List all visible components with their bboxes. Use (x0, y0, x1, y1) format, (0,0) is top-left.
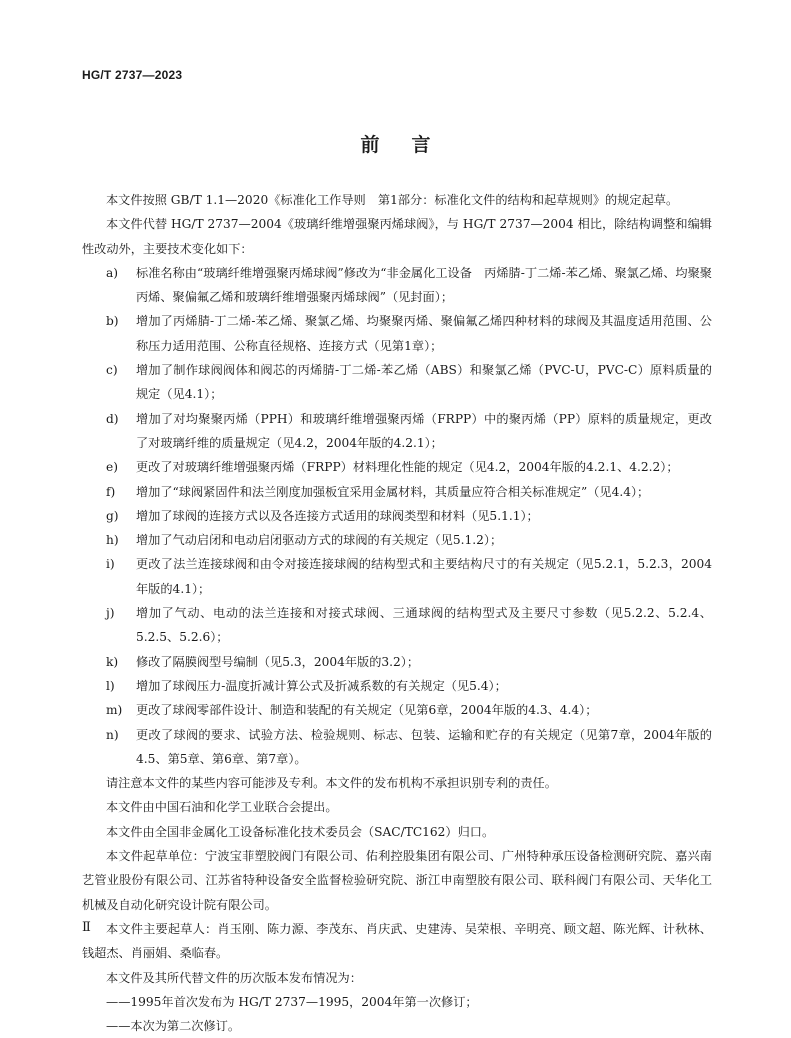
list-item (82, 601, 712, 650)
list-marker: e) (106, 460, 118, 475)
list-item (82, 309, 712, 358)
drafting-organizations: 本文件起草单位：宁波宝菲塑胶阀门有限公司、佑利控股集团有限公司、广州特种承压设备检测研究院、嘉兴南艺管业股份有限公司、江苏省特种设备安全监督检验研究院、浙江申南塑胶有限公司、联科阀门有限公司、天华化工机械及自动化研究设计院有限公司。 (82, 849, 712, 912)
page-title: 前言 (360, 134, 463, 156)
list-item-text: 增加了对均聚聚丙烯（PPH）和玻璃纤维增强聚丙烯（FRPP）中的聚丙烯（PP）原料的质量规定，更改了对玻璃纤维的质量规定（见4.2，2004年版的4.2.1）； (136, 411, 712, 450)
list-item (82, 674, 712, 698)
list-item-text: 增加了气动启闭和电动启闭驱动方式的球阀的有关规定（见5.1.2）； (136, 533, 503, 548)
intro-paragraph: 本文件按照 GB/T 1.1—2020《标准化工作导则 第1部分：标准化文件的结构和起草规则》的规定起草。 (106, 193, 679, 207)
list-marker: n) (106, 727, 119, 742)
intro-paragraph: 本文件代替 HG/T 2737—2004《玻璃纤维增强聚丙烯球阀》，与 HG/T 2737—2004 相比，除结构调整和编辑性改动外，主要技术变化如下： (82, 217, 712, 256)
list-item (82, 261, 712, 310)
list-item-text: 增加了制作球阀阀体和阀芯的丙烯腈-丁二烯-苯乙烯（ABS）和聚氯乙烯（PVC-U，PVC-C）原料质量的规定（见4.1）； (136, 363, 712, 402)
proposer-statement: 本文件由中国石油和化学工业联合会提出。 (106, 800, 338, 815)
list-item (82, 650, 712, 674)
list-item-text: 更改了球阀的要求、试验方法、检验规则、标志、包装、运输和贮存的有关规定（见第7章，2004年版的4.5、第5章、第6章、第7章）。 (136, 727, 712, 766)
list-item-text: 标准名称由“玻璃纤维增强聚丙烯球阀”修改为“非金属化工设备 丙烯腈-丁二烯-苯乙烯、聚氯乙烯、均聚聚丙烯、聚偏氟乙烯和玻璃纤维增强聚丙烯球阀”（见封面）； (136, 265, 712, 305)
list-marker: f) (106, 484, 116, 499)
list-item-text: 更改了法兰连接球阀和由令对接连接球阀的结构型式和主要结构尺寸的有关规定（见5.2.1，5.2.3，2004年版的4.1）； (136, 557, 712, 596)
list-marker: l) (106, 678, 115, 693)
committee-statement: 本文件由全国非金属化工设备标准化技术委员会（SAC/TC162）归口。 (106, 824, 495, 839)
history-intro: 本文件及其所代替文件的历次版本发布情况为： (106, 970, 362, 985)
list-item-text: 增加了气动、电动的法兰连接和对接式球阀、三通球阀的结构型式及主要尺寸参数（见5.2.2、5.2.4、5.2.5、5.2.6）； (136, 606, 712, 645)
main-drafters: 本文件主要起草人：肖玉刚、陈力源、李茂东、肖庆武、史建涛、吴荣根、辛明亮、顾文超、陈光辉、计秋林、钱超杰、肖丽娟、桑临春。 (82, 921, 712, 961)
history-item: ——本次为第二次修订。 (106, 1019, 241, 1034)
list-item-text: 增加了球阀的连接方式以及各连接方式适用的球阀类型和材料（见5.1.1）； (136, 508, 539, 523)
page-number: Ⅱ (82, 920, 91, 935)
list-item (82, 480, 712, 504)
list-marker: d) (106, 411, 119, 426)
list-marker: c) (106, 363, 118, 378)
list-item (82, 504, 712, 528)
list-item (82, 698, 712, 722)
list-item-text: 更改了对玻璃纤维增强聚丙烯（FRPP）材料理化性能的规定（见4.2，2004年版的4.2.1、4.2.2）； (136, 460, 679, 475)
list-item (82, 358, 712, 407)
list-marker: g) (106, 508, 119, 523)
list-item (82, 552, 712, 601)
list-marker: a) (106, 265, 119, 280)
list-item-text: 更改了球阀零部件设计、制造和装配的有关规定（见第6章，2004年版的4.3、4.4）； (136, 703, 598, 718)
list-marker: k) (106, 654, 119, 669)
list-item (82, 407, 712, 456)
foreword-body (82, 188, 712, 1038)
list-marker: i) (106, 557, 115, 572)
list-marker: b) (106, 314, 119, 329)
patent-notice: 请注意本文件的某些内容可能涉及专利。本文件的发布机构不承担识别专利的责任。 (106, 776, 557, 791)
standard-code: HG/T 2737—2023 (82, 68, 183, 82)
list-item-text: 增加了丙烯腈-丁二烯-苯乙烯、聚氯乙烯、均聚聚丙烯、聚偏氟乙烯四种材料的球阀及其温度适用范围、公称压力适用范围、公称直径规格、连接方式（见第1章）； (136, 314, 712, 353)
list-item (82, 528, 712, 552)
list-item-text: 增加了球阀压力-温度折减计算公式及折减系数的有关规定（见5.4）； (136, 678, 507, 693)
list-item-text: 修改了隔膜阀型号编制（见5.3，2004年版的3.2）； (136, 654, 420, 669)
technical-changes-list (82, 261, 712, 771)
list-item (82, 455, 712, 479)
list-marker: j) (106, 606, 115, 621)
list-marker: h) (106, 533, 119, 548)
list-item (82, 723, 712, 772)
history-item: ——1995年首次发布为 HG/T 2737—1995，2004年第一次修订； (106, 994, 478, 1009)
list-item-text: 增加了“球阀紧固件和法兰刚度加强板宜采用金属材料，其质量应符合相关标准规定”（见4.4）； (136, 484, 650, 499)
list-marker: m) (106, 703, 123, 718)
